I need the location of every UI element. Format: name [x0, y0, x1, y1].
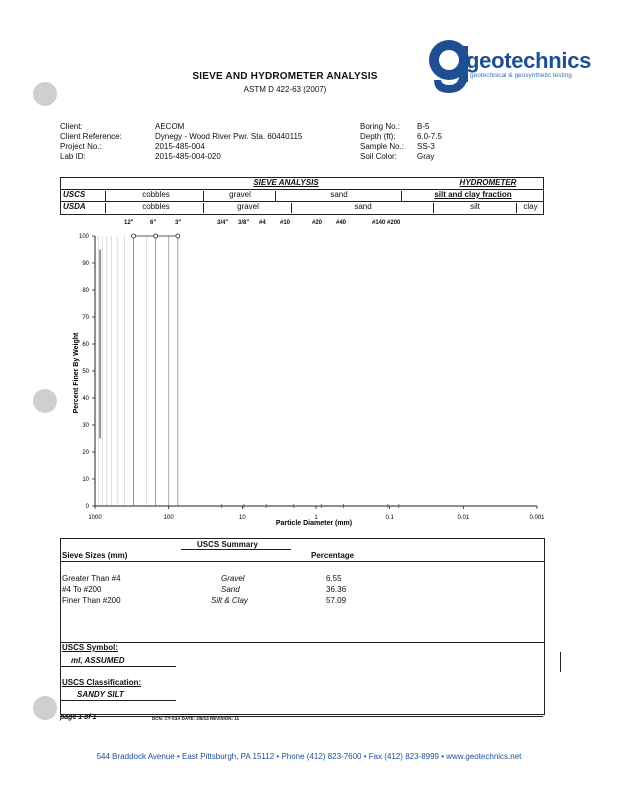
summary-fraction: Gravel [221, 574, 245, 583]
info-value-client: AECOM [155, 122, 185, 131]
info-label-client-ref: Client Reference: [60, 132, 122, 141]
info-label-boring: Boring No.: [360, 122, 401, 131]
info-value-depth: 6.0-7.5 [417, 132, 442, 141]
info-label-sample: Sample No.: [360, 142, 405, 151]
y-tick-label: 90 [82, 261, 89, 267]
sieve-label: 3/4" [217, 220, 229, 226]
sieve-analysis-header: SIEVE ANALYSIS [253, 178, 319, 187]
logo-wordmark: geotechnics [466, 48, 592, 73]
sieve-label: #4 [259, 220, 266, 226]
summary-heading: USCS Summary [197, 540, 258, 549]
x-tick-label: 10 [238, 515, 246, 521]
usda-sand: sand [354, 202, 372, 211]
summary-fraction: Sand [221, 585, 240, 594]
sieve-label: 3/8" [238, 220, 250, 226]
summary-percentage: 6.55 [326, 574, 342, 583]
summary-range: Greater Than #4 [62, 574, 121, 583]
info-value-color: Gray [417, 152, 435, 161]
uscs-cobbles: cobbles [142, 190, 170, 199]
y-axis-label: Percent Finer By Weight [73, 332, 80, 414]
summary-col1-header: Sieve Sizes (mm) [62, 551, 128, 560]
info-label-depth: Depth (ft): [360, 132, 396, 141]
usda-clay: clay [523, 202, 538, 211]
symbol-rule [61, 642, 544, 643]
info-right-values [417, 122, 442, 162]
info-value-lab-id: 2015-485-004-020 [155, 152, 221, 161]
logo-tagline: geotechnical & geosynthetic testing [470, 72, 572, 79]
symbol-value-rule [61, 666, 176, 667]
sieve-label: 6" [150, 220, 157, 226]
page-number: page 1 of 1 [60, 714, 97, 721]
document-control: DCN: CT-S3A DATE: 2/8/13 REVISION: 11 [152, 716, 240, 721]
usda-silt: silt [470, 202, 480, 211]
data-point [132, 234, 136, 238]
y-tick-label: 100 [78, 234, 89, 240]
uscs-classification-label: USCS Classification: [62, 678, 142, 687]
uscs-symbol-value: ml, ASSUMED [71, 656, 125, 665]
usda-label: USDA [63, 202, 86, 211]
row-divider [401, 191, 402, 201]
y-tick-label: 70 [82, 315, 89, 321]
uscs-row [61, 190, 543, 202]
uscs-fines: silt and clay fraction [434, 190, 512, 199]
summary-percentage: 57.09 [326, 596, 347, 605]
info-value-client-ref: Dynegy - Wood River Pwr. Sta. 60440115 [155, 132, 303, 141]
row-divider [433, 203, 434, 213]
summary-percentage: 36.36 [326, 585, 347, 594]
sieve-label: 12" [124, 220, 134, 226]
info-label-project: Project No.: [60, 142, 102, 151]
x-tick-label: 1 [314, 515, 318, 521]
y-tick-label: 10 [82, 477, 89, 483]
y-tick-label: 40 [82, 396, 89, 402]
uscs-gravel: gravel [229, 190, 251, 199]
classification-header-row [61, 178, 543, 190]
uscs-summary-box [60, 538, 545, 715]
info-value-sample: SS-3 [417, 142, 435, 151]
summary-heading-underline [181, 549, 291, 550]
y-tick-label: 50 [82, 369, 89, 375]
row-divider [275, 191, 276, 201]
summary-range: #4 To #200 [62, 585, 102, 594]
row-divider [203, 203, 204, 213]
row-divider [105, 203, 106, 213]
punch-hole-bottom [33, 696, 57, 720]
usda-gravel: gravel [237, 202, 259, 211]
x-tick-label: 1000 [88, 515, 102, 521]
y-tick-label: 80 [82, 288, 89, 294]
x-tick-label: 0.01 [457, 515, 470, 521]
hydrometer-header: HYDROMETER [459, 178, 517, 187]
sieve-label: #10 [280, 220, 291, 226]
y-tick-label: 0 [85, 504, 89, 510]
x-tick-label: 0.001 [529, 515, 545, 521]
sieve-label: #140 #200 [372, 220, 401, 226]
uscs-sand: sand [330, 190, 348, 199]
row-divider [516, 203, 517, 213]
info-value-boring: B-5 [417, 122, 430, 131]
y-tick-label: 60 [82, 342, 89, 348]
row-divider [105, 191, 106, 201]
punch-hole-middle [33, 389, 57, 413]
info-right-labels [360, 122, 404, 162]
x-tick-label: 100 [163, 515, 174, 521]
usda-cobbles: cobbles [142, 202, 170, 211]
uscs-classification-value: SANDY SILT [77, 690, 124, 699]
x-tick-label: 0.1 [385, 515, 394, 521]
report-title: SIEVE AND HYDROMETER ANALYSIS [192, 71, 378, 82]
usda-row [61, 202, 543, 213]
summary-fraction: Silt & Clay [211, 596, 248, 605]
info-left-values [155, 122, 302, 162]
sieve-label: #20 [312, 220, 323, 226]
row-divider [203, 191, 204, 201]
company-address: 544 Braddock Avenue • East Pittsburgh, PA 15112 • Phone (412) 823-7600 • Fax (412) 823-8999 • www.geotechnics.net [96, 752, 522, 761]
summary-header-rule [61, 561, 544, 562]
y-tick-label: 30 [82, 423, 89, 429]
gradation-chart [60, 228, 550, 533]
summary-col2-header: Percentage [311, 551, 355, 560]
uscs-symbol-label: USCS Symbol: [62, 643, 119, 652]
row-divider [291, 203, 292, 213]
y-tick-label: 20 [82, 450, 89, 456]
info-label-client: Client: [60, 122, 83, 131]
info-label-lab-id: Lab ID: [60, 152, 86, 161]
report-standard: ASTM D 422-63 (2007) [243, 85, 327, 94]
x-axis-label: Particle Diameter (mm) [275, 520, 353, 527]
data-point [154, 234, 158, 238]
summary-range: Finer Than #200 [62, 596, 121, 605]
page-footer-rule [60, 716, 543, 717]
data-point [176, 234, 180, 238]
geotechnics-logo-icon [428, 38, 470, 94]
uscs-label: USCS [63, 190, 86, 199]
sieve-label: #40 [336, 220, 347, 226]
classification-value-rule [61, 700, 176, 701]
soil-classification-table [60, 177, 544, 215]
info-left-labels [60, 122, 122, 162]
scan-mark [560, 652, 561, 672]
sieve-label: 3" [175, 220, 182, 226]
info-value-project: 2015-485-004 [155, 142, 205, 151]
info-label-color: Soil Color: [360, 152, 397, 161]
